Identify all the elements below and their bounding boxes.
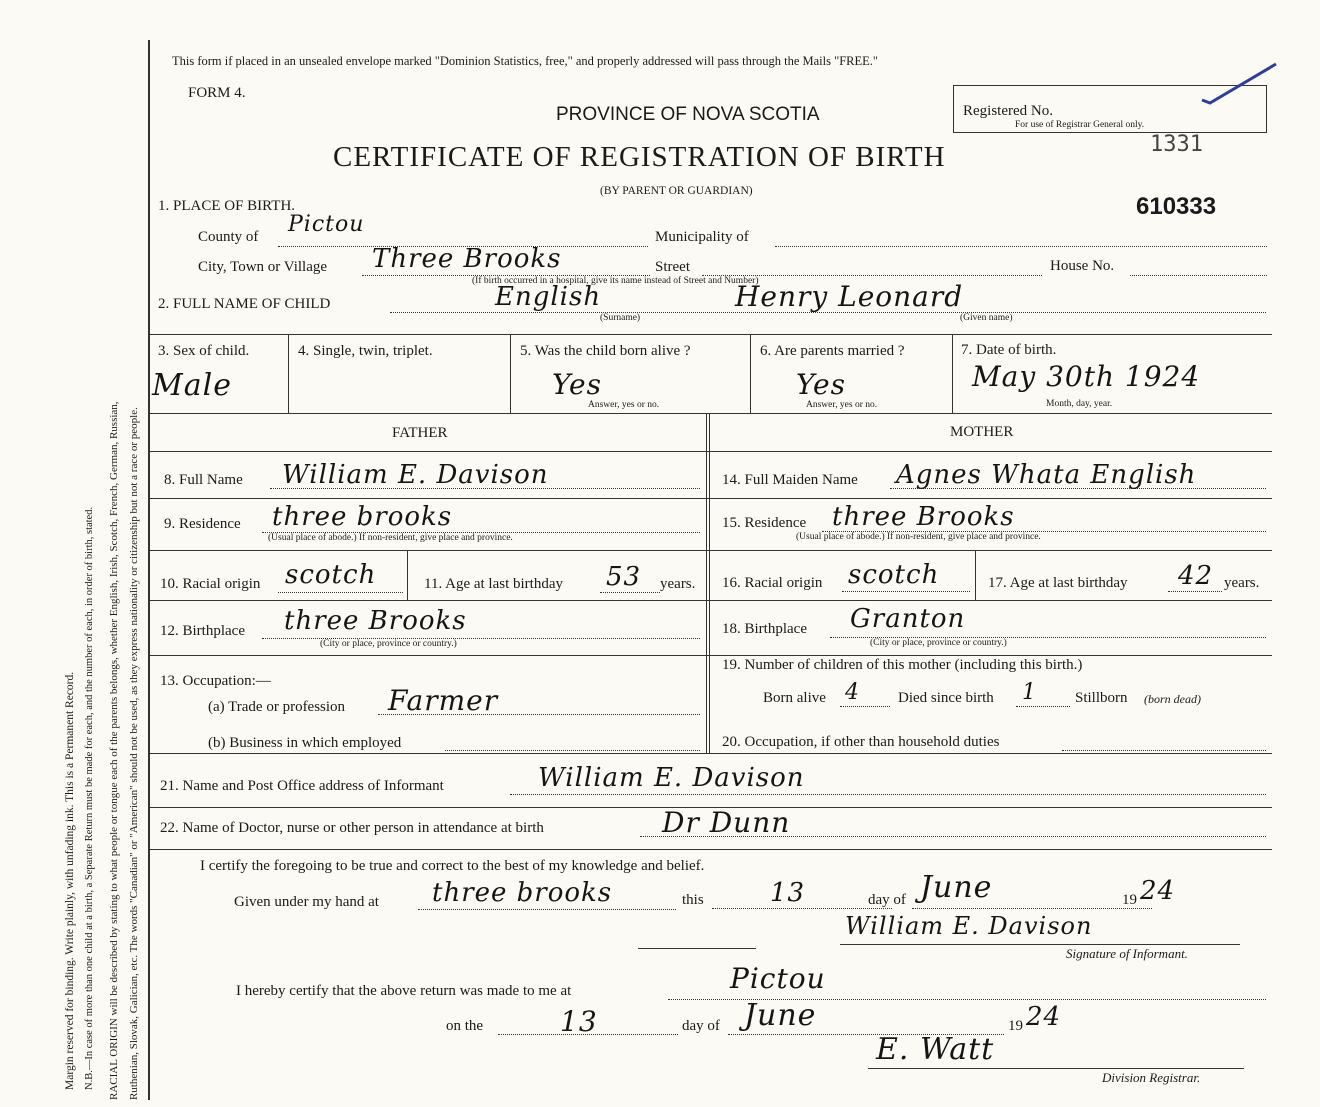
county-label: County of bbox=[198, 229, 259, 245]
cert-day-of-label: day of bbox=[868, 892, 906, 908]
mother-occupation-label: 20. Occupation, if other than household duties bbox=[722, 734, 1000, 750]
child-name-label: 2. FULL NAME OF CHILD bbox=[158, 296, 331, 312]
province-heading: PROVINCE OF NOVA SCOTIA bbox=[556, 104, 820, 125]
died-since-birth-value: 1 bbox=[1022, 680, 1037, 705]
informant-signature: William E. Davison bbox=[845, 912, 1093, 940]
father-residence-value: three brooks bbox=[272, 502, 453, 532]
doctor-label: 22. Name of Doctor, nurse or other person in attendance at birth bbox=[160, 820, 544, 836]
given-place-line bbox=[418, 909, 676, 910]
this-label: this bbox=[682, 892, 704, 908]
mother-race-line bbox=[842, 591, 970, 592]
house-label: House No. bbox=[1050, 258, 1115, 274]
registrar-month-value: June bbox=[744, 998, 817, 1033]
given-place-value: three brooks bbox=[432, 878, 613, 908]
house-line bbox=[1130, 275, 1267, 276]
parents-row-5 bbox=[148, 655, 1272, 656]
mother-residence-caption: (Usual place of abode.) If non-resident, give place and province. bbox=[796, 532, 1041, 542]
mother-age-line bbox=[1168, 591, 1222, 592]
parents-row-6 bbox=[148, 753, 1272, 754]
mother-age-unit: years. bbox=[1224, 575, 1260, 591]
registrar-day-of-label: day of bbox=[682, 1018, 720, 1034]
place-of-birth-label: 1. PLACE OF BIRTH. bbox=[158, 198, 296, 214]
margin-note-nationality: Ruthenian, Slovak, Galician, etc. The words "Canadian" or "American" should not be used, as they express nationality or citizenship but not a race or people. bbox=[128, 407, 140, 1100]
stillborn-label: Stillborn bbox=[1075, 690, 1128, 706]
row3-divider-4 bbox=[952, 334, 953, 413]
parents-row-4 bbox=[148, 600, 1272, 601]
married-caption: Answer, yes or no. bbox=[806, 400, 878, 410]
child-given-name: Henry Leonard bbox=[735, 280, 964, 313]
registrar-year-value: 24 bbox=[1026, 1002, 1062, 1032]
father-age-line bbox=[600, 592, 660, 593]
cert-day-value: 13 bbox=[770, 878, 806, 908]
mother-name-value: Agnes Whata English bbox=[896, 460, 1197, 490]
registered-label: Registered No. bbox=[963, 103, 1053, 119]
dob-label: 7. Date of birth. bbox=[961, 342, 1057, 358]
cert-month-line bbox=[912, 908, 1152, 909]
born-alive-label: 5. Was the child born alive ? bbox=[520, 343, 691, 359]
stillborn-caption: (born dead) bbox=[1144, 692, 1201, 706]
cert-year-value: 24 bbox=[1140, 876, 1176, 906]
born-alive-caption: Answer, yes or no. bbox=[588, 400, 660, 410]
registrar-year-prefix: 19 bbox=[1008, 1018, 1023, 1034]
child-surname: English bbox=[495, 282, 602, 312]
cert-month-value: June bbox=[920, 870, 993, 905]
certification-statement: I certify the foregoing to be true and correct to the best of my knowledge and belief. bbox=[200, 858, 705, 874]
given-under-hand-label: Given under my hand at bbox=[234, 894, 379, 910]
father-age-value: 53 bbox=[606, 562, 642, 592]
mother-birthplace-caption: (City or place, province or country.) bbox=[870, 638, 1007, 648]
sex-value: Male bbox=[152, 368, 232, 403]
municipality-line bbox=[775, 246, 1267, 247]
mother-race-value: scotch bbox=[848, 560, 940, 590]
cert-year-prefix: 19 bbox=[1122, 892, 1137, 908]
informant-signature-caption: Signature of Informant. bbox=[1066, 946, 1188, 961]
hospital-note: (If birth occurred in a hospital, give its name instead of Street and Number) bbox=[472, 276, 759, 286]
cert-day-line bbox=[712, 908, 892, 909]
mother-age-value: 42 bbox=[1178, 561, 1214, 591]
parents-divider bbox=[706, 413, 710, 753]
registrar-signature: E. Watt bbox=[876, 1032, 995, 1067]
registrar-signature-line bbox=[868, 1068, 1244, 1069]
died-since-birth-line bbox=[1016, 706, 1070, 707]
form-left-border bbox=[148, 40, 150, 1100]
father-residence-caption: (Usual place of abode.) If non-resident, give place and province. bbox=[268, 533, 513, 543]
mother-race-age-divider bbox=[975, 550, 976, 600]
row3-bottom-border bbox=[148, 413, 1272, 414]
street-label: Street bbox=[655, 259, 690, 275]
row3-divider-3 bbox=[750, 334, 751, 413]
informant-value: William E. Davison bbox=[538, 763, 805, 793]
born-alive-count-line bbox=[840, 706, 890, 707]
mother-heading: MOTHER bbox=[950, 424, 1014, 440]
row-22-bottom bbox=[148, 849, 1272, 850]
father-occupation-label: 13. Occupation:— bbox=[160, 673, 271, 689]
born-alive-count-label: Born alive bbox=[763, 690, 826, 706]
dob-value: May 30th 1924 bbox=[972, 360, 1201, 393]
married-value: Yes bbox=[796, 368, 846, 401]
certification-separator bbox=[638, 948, 756, 949]
city-label: City, Town or Village bbox=[198, 259, 328, 275]
father-birthplace-value: three Brooks bbox=[284, 606, 467, 636]
father-birthplace-label: 12. Birthplace bbox=[160, 623, 245, 639]
father-business-line bbox=[445, 750, 700, 751]
row3-divider-1 bbox=[288, 334, 289, 413]
mother-age-label: 17. Age at last birthday bbox=[988, 575, 1128, 591]
mother-residence-value: three Brooks bbox=[832, 502, 1015, 532]
mother-birthplace-value: Granton bbox=[850, 604, 966, 634]
row3-top-border bbox=[148, 334, 1272, 335]
mail-note: This form if placed in an unsealed envelope marked "Dominion Statistics, free," and properly addressed will pass through the Mails "FREE." bbox=[172, 54, 879, 68]
plurality-label: 4. Single, twin, triplet. bbox=[298, 343, 433, 359]
margin-note-racial-origin: RACIAL ORIGIN will be described by stating to what people or tongue each of the parents belongs, whether English, Irish, Scotch, French, German, Russian, bbox=[108, 401, 120, 1100]
blue-check-mark bbox=[1200, 60, 1280, 106]
certificate-subtitle: (BY PARENT OR GUARDIAN) bbox=[600, 185, 753, 197]
mother-name-label: 14. Full Maiden Name bbox=[722, 472, 858, 488]
informant-line bbox=[510, 794, 1266, 795]
city-value: Three Brooks bbox=[372, 244, 562, 274]
division-registrar-caption: Division Registrar. bbox=[1102, 1070, 1201, 1085]
certificate-title: CERTIFICATE OF REGISTRATION OF BIRTH bbox=[333, 141, 946, 173]
father-trade-label: (a) Trade or profession bbox=[208, 699, 346, 715]
mother-birthplace-label: 18. Birthplace bbox=[722, 621, 807, 637]
father-birthplace-caption: (City or place, province or country.) bbox=[320, 639, 457, 649]
dob-caption: Month, day, year. bbox=[1046, 399, 1113, 409]
county-value: Pictou bbox=[288, 212, 365, 237]
sex-label: 3. Sex of child. bbox=[158, 343, 250, 359]
father-residence-label: 9. Residence bbox=[164, 516, 241, 532]
registrar-use-note: For use of Registrar General only. bbox=[1015, 120, 1145, 130]
registrar-statement: I hereby certify that the above return was made to me at bbox=[236, 983, 572, 999]
registrar-day-value: 13 bbox=[560, 1005, 598, 1038]
margin-note-plural-births: N.B.—In case of more than one child at a birth, a Separate Return must be made for each, and the number of each, in order of birth, stated. bbox=[84, 506, 95, 1090]
married-label: 6. Are parents married ? bbox=[760, 343, 905, 359]
father-name-value: William E. Davison bbox=[282, 460, 549, 490]
given-caption: (Given name) bbox=[960, 313, 1013, 323]
father-name-label: 8. Full Name bbox=[164, 472, 243, 488]
born-alive-count-value: 4 bbox=[845, 680, 860, 705]
father-race-line bbox=[278, 592, 403, 593]
mother-occupation-line bbox=[1062, 750, 1266, 751]
municipality-label: Municipality of bbox=[655, 229, 749, 245]
parents-row-1 bbox=[148, 451, 1272, 452]
father-race-age-divider bbox=[407, 550, 408, 600]
father-business-label: (b) Business in which employed bbox=[208, 735, 402, 751]
parents-row-2 bbox=[148, 498, 1272, 499]
form-number: FORM 4. bbox=[188, 85, 246, 101]
registrar-on-label: on the bbox=[446, 1018, 484, 1034]
doctor-value: Dr Dunn bbox=[662, 806, 791, 839]
born-alive-value: Yes bbox=[552, 368, 602, 401]
mother-residence-label: 15. Residence bbox=[722, 515, 807, 531]
father-age-label: 11. Age at last birthday bbox=[424, 576, 563, 592]
father-trade-value: Farmer bbox=[388, 684, 499, 717]
informant-label: 21. Name and Post Office address of Informant bbox=[160, 778, 444, 794]
stamped-number: 1331 bbox=[1150, 132, 1203, 157]
father-race-value: scotch bbox=[285, 560, 377, 590]
row3-divider-2 bbox=[510, 334, 511, 413]
died-since-birth-label: Died since birth bbox=[898, 690, 994, 706]
surname-caption: (Surname) bbox=[600, 313, 641, 323]
informant-signature-line bbox=[840, 944, 1240, 945]
father-race-label: 10. Racial origin bbox=[160, 576, 261, 592]
mother-children-label: 19. Number of children of this mother (including this birth.) bbox=[722, 657, 1083, 673]
margin-note-binding: Margin reserved for binding. Write plainly, with unfading ink. This is a Permanent Record. bbox=[64, 671, 76, 1090]
mother-race-label: 16. Racial origin bbox=[722, 575, 823, 591]
serial-number: 610333 bbox=[1136, 193, 1217, 220]
parents-row-3 bbox=[148, 550, 1272, 551]
registrar-place-value: Pictou bbox=[730, 962, 826, 995]
father-age-unit: years. bbox=[660, 576, 696, 592]
father-heading: FATHER bbox=[392, 425, 448, 441]
